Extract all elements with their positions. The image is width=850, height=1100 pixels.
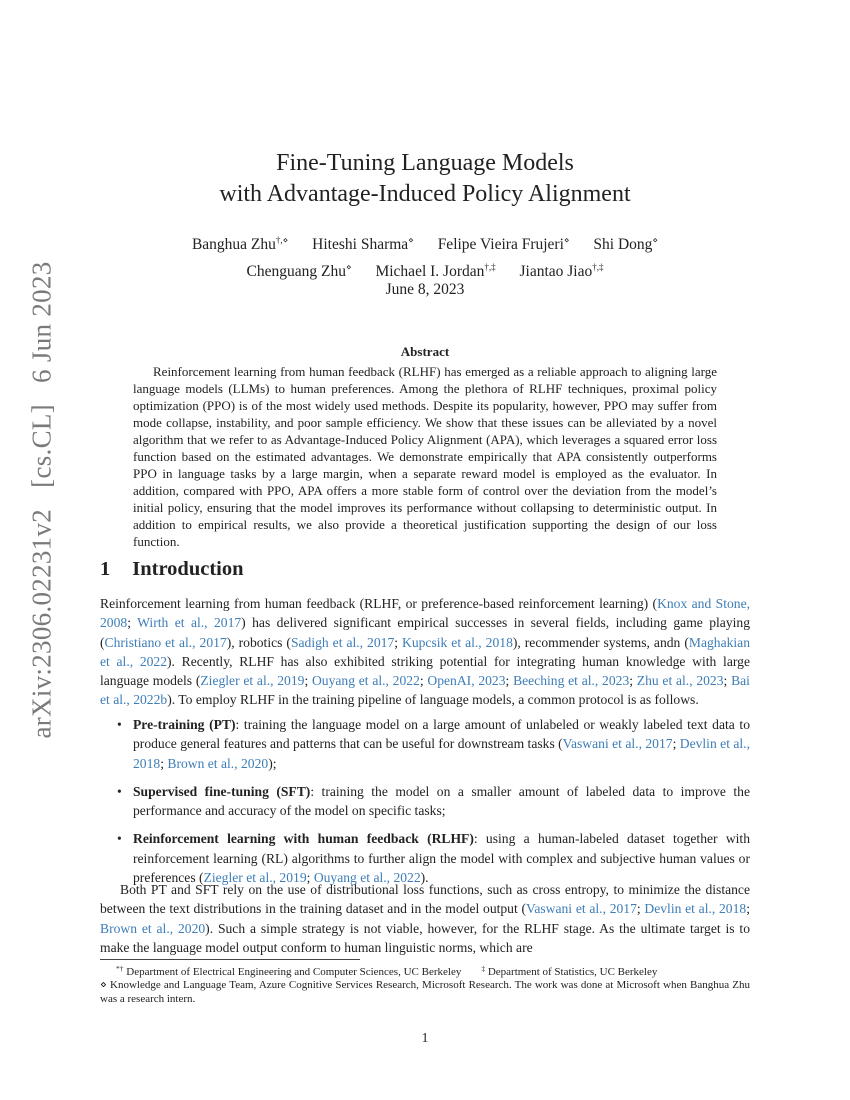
author: Hiteshi Sharma⋄ — [312, 235, 414, 253]
citation-link[interactable]: Vaswani et al., 2017 — [526, 901, 637, 917]
paper-title — [0, 148, 850, 210]
citation-link[interactable]: Ziegler et al., 2019 — [200, 673, 305, 689]
list-item-pretraining: • Pre-training (PT): training the language model on a large amount of unlabeled or weakly labeled text data to produce general features and patterns that can be useful for downstream tasks (Vaswani et al., 2017; Devlin et al., 2018; Brown et al., 2020); — [117, 717, 750, 771]
author: Felipe Vieira Frujeri⋄ — [437, 235, 570, 253]
section-number: 1 — [100, 558, 111, 580]
author: Michael I. Jordan†,‡ — [375, 262, 496, 280]
footnote-affiliations-2: ⋄ Knowledge and Language Team, Azure Cognitive Services Research, Microsoft Research. The work was done at Microsoft when Banghua Zhu was a research intern. — [100, 979, 750, 1005]
footnote-divider — [100, 959, 360, 960]
intro-paragraph-2: Both PT and SFT rely on the use of distributional loss functions, such as cross entropy, to minimize the distance between the text distributions in the training dataset and in the model output (Vaswani et al., 2017; Devlin et al., 2018; Brown et al., 2020). Such a simple strategy is not viable, however, for the RLHF stage. As the ultimate target is to make the language model output conform to human linguistic norms, which are — [100, 882, 751, 955]
citation-link[interactable]: Ziegler et al., 2019 — [203, 870, 307, 886]
citation-link[interactable]: Maghakian et al., 2022 — [100, 634, 751, 669]
training-pipeline-list — [100, 715, 750, 896]
author-list — [0, 229, 850, 283]
title-line-1: Fine-Tuning Language Models — [276, 150, 574, 176]
affiliation-mark: †,‡ — [592, 262, 604, 272]
affiliation-mark: ⋄ — [563, 235, 570, 245]
citation-link[interactable]: Sadigh et al., 2017 — [290, 634, 395, 650]
citation-link[interactable]: Devlin et al., 2018 — [133, 736, 750, 771]
citation-link[interactable]: Bai et al., 2022b — [100, 673, 750, 708]
author-row-2 — [0, 256, 850, 283]
citation-link[interactable]: Vaswani et al., 2017 — [562, 736, 673, 752]
intro-paragraph-1: Reinforcement learning from human feedback (RLHF, or preference-based reinforcement learning) (Knox and Stone, 2008; Wirth et al., 2017) has delivered significant empirical successes in several fields, including game playing (Christiano et al., 2017), robotics (Sadigh et al., 2017; Kupcsik et al., 2018), recommender systems, andn (Maghakian et al., 2022). Recently, RLHF has also exhibited striking potential for integrating human knowledge with large language models (Ziegler et al., 2019; Ouyang et al., 2022; OpenAI, 2023; Beeching et al., 2023; Zhu et al., 2023; Bai et al., 2022b). To employ RLHF in the training pipeline of language models, a common protocol is as follows. — [100, 596, 751, 708]
affiliation-mark: ⋄ — [345, 262, 352, 272]
citation-link[interactable]: Brown et al., 2020 — [100, 920, 206, 936]
arxiv-identifier-stamp — [27, 247, 58, 738]
publication-date: June 8, 2023 — [385, 281, 465, 298]
affiliation-mark: ⋄ — [652, 235, 659, 245]
title-line-2: with Advantage-Induced Policy Alignment — [219, 181, 631, 207]
citation-link[interactable]: Brown et al., 2020 — [167, 755, 269, 771]
citation-link[interactable]: Knox and Stone, 2008 — [100, 596, 751, 631]
abstract-body: Reinforcement learning from human feedback (RLHF) has emerged as a reliable approach to aligning large language models (LLMs) to human preferences. Among the plethora of RLHF techniques, proximal policy optimization (PPO) is of the most widely used methods. Despite its popularity, however, PPO may suffer from mode collapse, instability, and poor sample efficiency. We show that these issues can be alleviated by a novel algorithm that we refer to as Advantage-Induced Policy Alignment (APA), which leverages a squared error loss function based on the estimated advantages. We demonstrate empirically that APA consistently outperforms PPO in language tasks by a large margin, when a separate reward model is employed as the evaluator. In addition, compared with PPO, APA offers a more stable form of control over the deviation from the model’s initial policy, ensuring that the model improves its performance without collapsing to deterministic output. In addition to empirical results, we also provide a theoretical justification supporting the design of our loss function. — [133, 364, 717, 549]
citation-link[interactable]: Beeching et al., 2023 — [513, 673, 630, 689]
citation-link[interactable]: Devlin et al., 2018 — [644, 901, 747, 917]
section-heading-introduction — [100, 558, 244, 581]
bullet-icon: • — [117, 831, 122, 847]
citation-link[interactable]: Kupcsik et al., 2018 — [402, 634, 513, 650]
citation-link[interactable]: Ouyang et al., 2022 — [311, 673, 420, 689]
section-title: Introduction — [132, 558, 244, 580]
abstract-heading: Abstract — [400, 344, 450, 359]
author: Banghua Zhu†,⋄ — [191, 235, 289, 253]
author: Jiantao Jiao†,‡ — [519, 262, 604, 280]
bullet-icon: • — [117, 783, 122, 799]
footnotes — [100, 962, 750, 1006]
arxiv-category: [cs.CL] — [26, 404, 57, 488]
citation-link[interactable]: Wirth et al., 2017 — [137, 615, 242, 631]
citation-link[interactable]: Zhu et al., 2023 — [636, 673, 724, 689]
author: Shi Dong⋄ — [593, 235, 659, 253]
citation-link[interactable]: OpenAI, 2023 — [427, 673, 506, 689]
author-row-1 — [0, 229, 850, 256]
affiliation-mark: †,⋄ — [275, 235, 289, 245]
author: Chenguang Zhu⋄ — [246, 262, 352, 280]
affiliation-mark: †,‡ — [484, 262, 496, 272]
arxiv-date: 6 Jun 2023 — [26, 261, 57, 383]
arxiv-id: arXiv:2306.02231v2 — [26, 508, 57, 739]
list-item-sft: • Supervised fine-tuning (SFT): training the model on a smaller amount of labeled data to improve the performance and accuracy of the model on specific tasks; — [117, 783, 750, 819]
bullet-icon: • — [117, 717, 122, 732]
list-item-rlhf: • Reinforcement learning with human feedback (RLHF): using a human-labeled dataset together with reinforcement learning (RL) algorithms to further align the model with complex and subjective human values or preferences (Ziegler et al., 2019; Ouyang et al., 2022). — [117, 831, 750, 886]
footnote-affiliations-1: *† Department of Electrical Engineering and Computer Sciences, UC Berkeley ‡ Department of Statistics, UC Berkeley — [116, 964, 658, 978]
citation-link[interactable]: Ouyang et al., 2022 — [313, 870, 421, 886]
affiliation-mark: ⋄ — [408, 235, 414, 245]
page-number: 1 — [421, 1030, 429, 1045]
citation-link[interactable]: Christiano et al., 2017 — [104, 634, 227, 650]
